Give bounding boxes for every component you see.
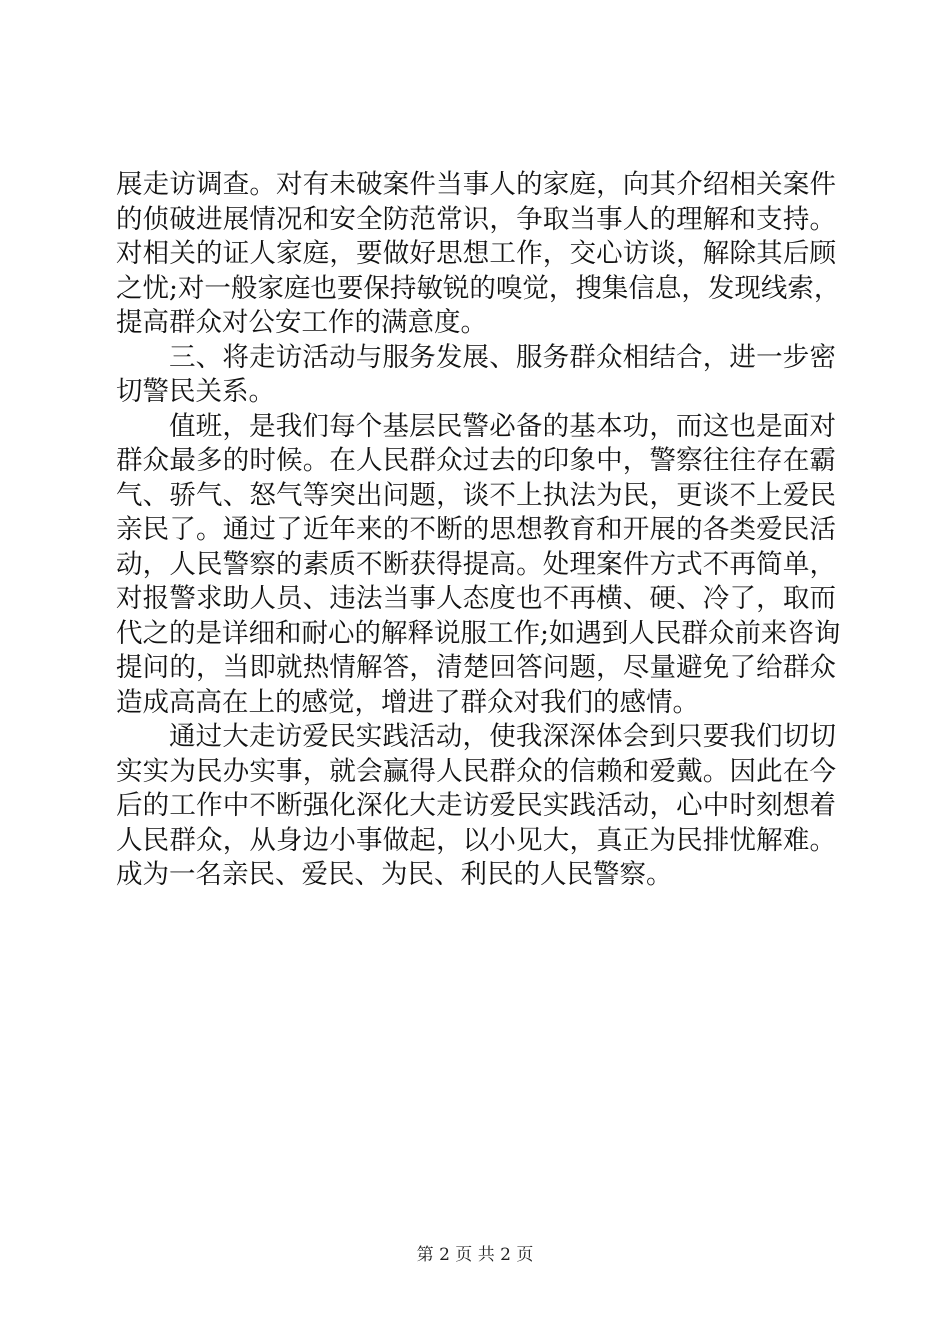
text-line: 对相关的证人家庭，要做好思想工作，交心访谈，解除其后顾 bbox=[116, 238, 836, 269]
text-line: 展走访调查。对有未破案件当事人的家庭，向其介绍相关案件 bbox=[116, 169, 836, 200]
text-line: 的侦破进展情况和安全防范常识，争取当事人的理解和支持。 bbox=[116, 203, 836, 235]
page-number-label: 第 2 页 共 2 页 bbox=[416, 1245, 534, 1265]
page-footer bbox=[0, 1244, 950, 1266]
text-line: 亲民了。通过了近年来的不断的思想教育和开展的各类爱民活 bbox=[116, 514, 836, 545]
text-line: 代之的是详细和耐心的解释说服工作;如遇到人民群众前来咨询 bbox=[116, 617, 841, 649]
text-line: 人民群众，从身边小事做起，以小见大，真正为民排忧解难。 bbox=[116, 824, 836, 856]
text-line: 通过大走访爱民实践活动，使我深深体会到只要我们切切 bbox=[169, 721, 836, 752]
document-body bbox=[116, 168, 841, 893]
text-line: 成为一名亲民、爱民、为民、利民的人民警察。 bbox=[116, 859, 673, 890]
text-line: 之忧;对一般家庭也要保持敏锐的嗅觉，搜集信息，发现线索， bbox=[116, 272, 841, 304]
text-line: 造成高高在上的感觉，增进了群众对我们的感情。 bbox=[116, 686, 699, 718]
text-line: 提高群众对公安工作的满意度。 bbox=[116, 307, 487, 338]
text-line: 提问的，当即就热情解答，清楚回答问题，尽量避免了给群众 bbox=[116, 652, 836, 683]
text-line: 对报警求助人员、违法当事人态度也不再横、硬、冷了，取而 bbox=[116, 583, 836, 614]
text-line: 群众最多的时候。在人民群众过去的印象中，警察往往存在霸 bbox=[116, 445, 836, 476]
text-line: 值班，是我们每个基层民警必备的基本功，而这也是面对 bbox=[169, 410, 836, 442]
text-line: 三、将走访活动与服务发展、服务群众相结合，进一步密 bbox=[169, 341, 836, 373]
text-line: 动，人民警察的素质不断获得提高。处理案件方式不再简单， bbox=[116, 548, 836, 580]
text-line: 后的工作中不断强化深化大走访爱民实践活动，心中时刻想着 bbox=[116, 790, 836, 821]
text-line: 实实为民办实事，就会赢得人民群众的信赖和爱戴。因此在今 bbox=[116, 755, 836, 787]
text-line: 切警民关系。 bbox=[116, 376, 275, 407]
text-line: 气、骄气、怒气等突出问题，谈不上执法为民，更谈不上爱民 bbox=[116, 479, 836, 511]
